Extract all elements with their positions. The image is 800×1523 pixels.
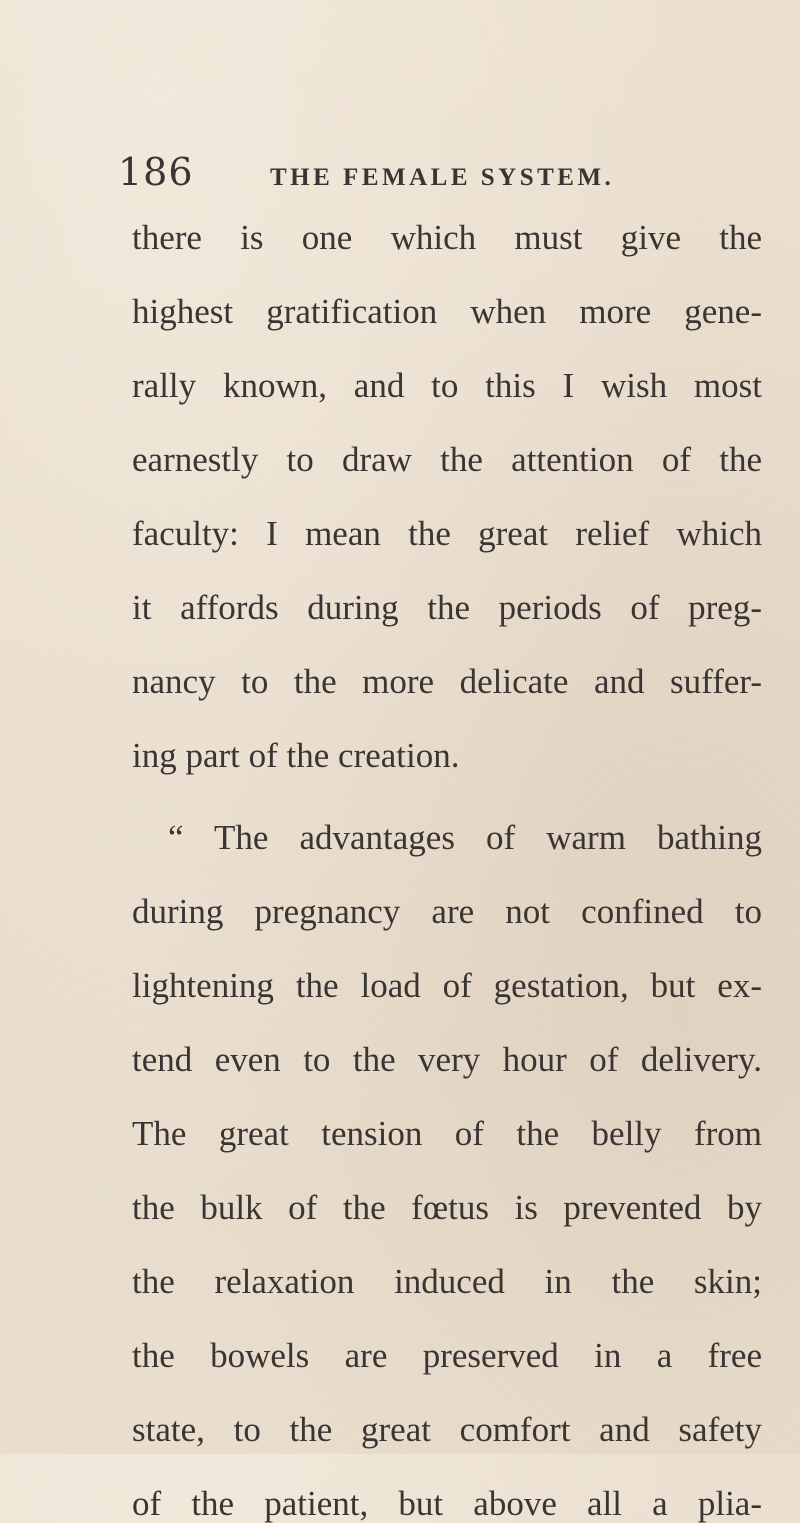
running-head bbox=[118, 152, 758, 202]
page-number: 186 bbox=[118, 150, 194, 194]
text-line: ing part of the creation. bbox=[132, 736, 460, 775]
running-title: THE FEMALE SYSTEM. bbox=[270, 164, 615, 191]
text-line: highest gratification when more gene- bbox=[132, 292, 762, 331]
text-line: lightening the load of gestation, but ex- bbox=[132, 966, 762, 1005]
text-line: The great tension of the belly from bbox=[132, 1114, 762, 1153]
text-line: “ The advantages of warm bathing bbox=[168, 818, 762, 857]
text-line: tend even to the very hour of delivery. bbox=[132, 1040, 762, 1079]
text-line: of the patient, but above all a plia- bbox=[132, 1484, 762, 1523]
text-line: earnestly to draw the attention of the bbox=[132, 440, 762, 479]
text-line: faculty: I mean the great relief which bbox=[132, 514, 762, 553]
text-line: the bulk of the fœtus is prevented by bbox=[132, 1188, 762, 1227]
text-line: the bowels are preserved in a free bbox=[132, 1336, 762, 1375]
text-line: state, to the great comfort and safety bbox=[132, 1410, 762, 1449]
text-line: it affords during the periods of preg- bbox=[132, 588, 762, 627]
text-line: there is one which must give the bbox=[132, 218, 762, 257]
text-line: rally known, and to this I wish most bbox=[132, 366, 762, 405]
text-line: the relaxation induced in the skin; bbox=[132, 1262, 762, 1301]
text-line: during pregnancy are not confined to bbox=[132, 892, 762, 931]
text-line: nancy to the more delicate and suffer- bbox=[132, 662, 762, 701]
